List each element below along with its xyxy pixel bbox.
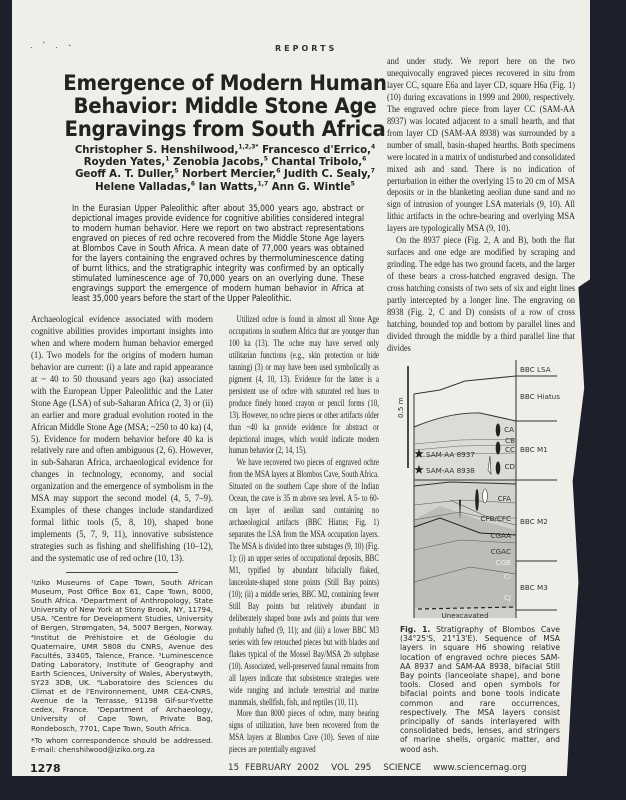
author: Helene Valladas,$^6$	[95, 180, 196, 193]
unit-label: BBC M2	[520, 517, 548, 526]
specimen-label: SAM-AA 8937	[426, 450, 475, 459]
layer-label: CGAA	[490, 531, 511, 540]
layer-label: CC	[504, 445, 515, 454]
author: Chantal Tribolo,$^6$	[271, 155, 367, 169]
layer-label: CD	[504, 462, 515, 471]
still-bay-point-icon	[496, 424, 501, 437]
layer-label: CI	[503, 572, 511, 581]
specimen-label: SAM-AA 8938	[426, 466, 475, 475]
layer-label: CFB/CFC	[480, 514, 511, 523]
layer-label: CJ	[503, 593, 511, 602]
article-title: Emergence of Modern Human Behavior: Middle Stone Age Engravings from South Africa	[63, 71, 387, 142]
body-column-2	[229, 314, 379, 758]
unexcavated-label: Unexcavated	[441, 611, 489, 620]
author: Christopher S. Henshilwood,$^{1,2,3*}$	[74, 143, 259, 156]
caption-body	[400, 625, 560, 754]
correspondence-note: *To whom correspondence should be addressed. E-mail: chenshilwood@iziko.org.za	[31, 735, 213, 754]
paragraph: Archaeological evidence associated with modern cognitive abilities provides important insights into when and where modern human behavior emerged (1). Two models for the origins of modern human behavior are current: (i) a late and rapid appearance at ~ 40 to 50 thousand years ago (ka) associated with the European Upper Paleolithic and the Later Stone Age (LSA) of sub-Saharan Africa (2, 3) or (ii) an earlier and more gradual evolution rooted in the African Middle Stone Age (MSA; ~250 to 40 ka) (4, 5). Evidence for modern behavior before 40 ka is relatively rare and often ambiguous (2, 6). However, in sub-Saharan Africa, archaeological evidence for changes in technology, economy, and social organization and the emergence of symbolism in the MSA may support the second model (4, 5, 7–9). Examples of these changes include standardized formal lithic tools (5, 8, 10), shaped bone implements (5, 7, 9, 11), innovative subsistence strategies such as fishing and shellfishing (10–12), and the systematic use of red ochre (10, 13).	[31, 314, 213, 564]
unit-label: BBC Hiatus	[520, 392, 560, 401]
column-text	[387, 56, 575, 355]
body-column-1	[31, 314, 213, 568]
paragraph: We have recovered two pieces of engraved ochre from the MSA layers at Blombos Cave, South Africa. Situated on the southern Cape shore of the Indian Ocean, the cave is 35 m above sea level. A 5- to 60-cm layer of aeolian sand containing no archaeological artifacts (BBC Hiatus; Fig. 1) separates the LSA from the MSA occupation layers. The MSA is divided into three substages (9, 10) (Fig. 1): (i) an upper series of occupational deposits, BBC M1, typified by abundant bifacially flaked, lanceolate-shaped stone points (Still Bay points) (10); (ii) a middle series, BBC M2, containing fewer Still Bay points but relatively abundant in deliberately shaped bone awls and points that were probably hafted (9, 11); and (iii) a lower BBC M3 series with few retouched pieces but with blades and flakes typical of the Mossel Bay/MSA 2b subphase (10). Associated, well-preserved faunal remains from all layers indicate that subsistence strategies were wide ranging and include terrestrial and marine mammals, shellfish, fish, and reptiles (10, 11).	[229, 457, 379, 707]
footnotes	[31, 578, 213, 756]
abstract: In the Eurasian Upper Paleolithic after about 35,000 years ago, abstract or depictional images provide evidence for cognitive abilities considered integral to modern human behavior. Here we report on two abstract representations engraved on pieces of red ochre recovered from the Middle Stone Age layers at Blombos Cave in South Africa. A mean date of 77,000 years was obtained for the layers containing the engraved ochres by thermoluminescence dating of burnt lithics, and the stratigraphic integrity was confirmed by an optically stimulated luminescence age of 70,000 years on an overlying dune. These engravings support the emergence of modern human behavior in Africa at least 35,000 years before the start of the Upper Paleolithic.	[72, 204, 364, 304]
column-text	[31, 314, 213, 565]
volume: VOL 295	[331, 763, 372, 773]
author: Ann G. Wintle$^5$	[271, 180, 355, 193]
running-footer	[228, 763, 533, 773]
author: Judith C. Sealy,$^7$	[284, 168, 375, 181]
section-label: REPORTS	[275, 44, 338, 53]
author: Geoff A. T. Duller,$^5$	[75, 168, 179, 181]
footnote-divider	[66, 572, 178, 573]
article-title-box	[60, 72, 390, 142]
author-list	[55, 145, 395, 197]
column-text	[229, 314, 379, 756]
layer-label: CGB	[495, 558, 511, 567]
author: Norbert Mercier,$^6$	[182, 168, 281, 181]
paragraph: On the 8937 piece (Fig. 2, A and B), both the flat surfaces and one edge are modified by scraping and grinding. The edge has two ground facets, and the larger of these bears a cross-hatched engraved design. The cross hatching consists of two sets of six and eight lines partly intercepted by a longer line. The engraving on 8938 (Fig. 2, C and D) consists of a row of cross hatching, bounded top and bottom by parallel lines and divided through the middle by a third parallel line that divides	[387, 235, 575, 353]
footnote-text	[31, 578, 213, 754]
author-lines	[55, 145, 395, 194]
stratigraphy-figure	[390, 360, 565, 622]
still-bay-point-icon	[496, 462, 501, 475]
body-column-3	[387, 56, 575, 356]
paragraph: Utilized ochre is found in almost all Stone Age occupations in southern Africa that are younger than 100 ka (13). The ochre may have served only utilitarian functions (e.g., skin protection or hide tanning) (3) or may have been used symbolically as pigment (4, 10, 13). Evidence for the latter is a persistent use of ochre with saturated red hues to produce finely honed crayon or pencil forms (10, 13). However, no ochre pieces or other artifacts older than ~40 ka provide evidence for abstract or depictional images, which would indicate modern human behavior (2, 14, 15).	[229, 314, 379, 456]
abstract-box	[72, 204, 364, 308]
scale-label: 0.5 m	[396, 397, 405, 418]
bone-tool-icon	[483, 489, 488, 503]
issue-date: 15 FEBRUARY 2002	[228, 763, 320, 773]
layer-label: CA	[504, 425, 514, 434]
layer-label: CB	[505, 436, 515, 445]
paragraph: More than 8000 pieces of ochre, many bearing signs of utilization, have been recovered from the MSA layers at Blombos Cave (10). Seven of nine pieces are potentially engraved	[229, 708, 379, 755]
author: Royden Yates,$^1$	[83, 155, 170, 169]
page-number: 1278	[30, 762, 61, 775]
author: Ian Watts,$^{1,7}$	[198, 180, 269, 193]
affiliations: ¹Iziko Museums of Cape Town, South African Museum, Post Office Box 61, Cape Town, 8000, South Africa. ²Department of Anthropology, State University of New York at Stony Brook, NY, 11794, USA. ³Centre for Development Studies, University of Bergen, Strømgaten, 54, 5007 Bergen, Norway. ⁴Institut de Préhistoire et de Géologie du Quaternaire, UMR 5808 du CNRS, Avenue des Facultés, 33405, Talence, France. ⁵Luminescence Dating Laboratory, Institute of Geography and Earth Sciences, University of Wales, Aberystwyth, SY23 3DB, UK. ⁶Laboratoire des Sciences du Climat et de l'Environnement, UMR CEA-CNRS, Avenue de la Terrasse, 91198 Gif-sur-Yvette cedex, France. ⁷Department of Archaeology, University of Cape Town, Private Bag, Rondebosch, 7701, Cape Town, South Africa.	[31, 578, 213, 733]
journal-url: www.sciencemag.org	[433, 763, 527, 773]
figure-caption	[400, 625, 560, 755]
paragraph: and under study. We report here on the two unequivocally engraved pieces recovered in situ from layer CC, square E6a and layer CD, square H6a (Fig. 1) (10) during excavations in 1999 and 2000, respectively. The engraved ochre piece from layer CC (SAM-AA 8937) was located adjacent to a small hearth, and that from layer CD (SAM-AA 8938) was surrounded by a number of small, basin-shaped hearths. Both specimens were located in a matrix of undisturbed and consolidated mixed ash and sand. There is no indication of perturbation in either the overlying 15 to 20 cm of MSA deposits or in the blanketing aeolian dune sand and no sign of intrusion of younger LSA materials (9, 10). All lithic artifacts in the ochre-bearing and overlying MSA layers are typologically MSA (9, 10).	[387, 56, 575, 234]
still-bay-point-icon	[475, 489, 479, 511]
unit-label: BBC M1	[520, 445, 548, 454]
layer-label: CGAC	[490, 547, 511, 556]
unit-label: BBC LSA	[520, 365, 551, 374]
caption-label: Fig. 1.	[400, 625, 431, 634]
journal-name: SCIENCE	[383, 763, 422, 773]
layer-label: CFA	[497, 494, 511, 503]
unit-label: BBC M3	[520, 583, 548, 592]
still-bay-point-icon	[496, 442, 501, 455]
author: Zenobia Jacobs,$^5$	[173, 155, 268, 169]
caption-text: Stratigraphy of Blombos Cave (34°25'S, 21°13'E). Sequence of MSA layers in square H6 showing relative location of engraved ochre pieces SAM-AA 8937 and SAM-AA 8938, bifacial Still Bay points (lanceolate shape), and bone tools. Closed and open symbols for bifacial points and bone tools indicate common and rare occurrences, respectively. The MSA layers consist principally of sands interlayered with consolidated beds, lenses, and stringers of marine shells, organic matter, and wood ash.	[400, 625, 560, 754]
scan-marks: . ' . -	[30, 40, 76, 50]
author: Francesco d'Errico,$^4$	[262, 143, 376, 156]
